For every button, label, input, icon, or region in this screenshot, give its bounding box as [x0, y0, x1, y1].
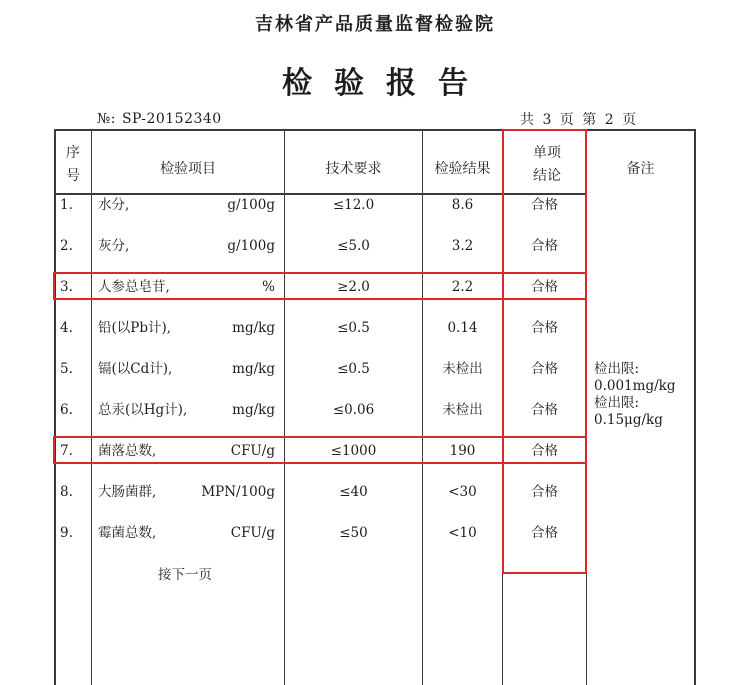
row-result: 未检出	[442, 402, 483, 418]
row-result: 0.14	[447, 320, 478, 336]
row-seq: 2.	[60, 238, 73, 254]
remark-line: 0.15μg/kg	[594, 412, 663, 428]
row-seq: 8.	[60, 484, 73, 500]
header-remark: 备注	[626, 161, 655, 177]
report-title: 检验报告	[282, 66, 490, 101]
row-conclusion: 合格	[531, 525, 558, 541]
remark-line: 检出限:	[594, 395, 640, 411]
page-info: 共 3 页 第 2 页	[520, 112, 639, 128]
highlight-conclusion-column	[502, 129, 587, 574]
row-result: 未检出	[442, 361, 483, 377]
row-item-unit: mg/kg	[232, 402, 275, 418]
header-bottom-rule	[54, 193, 586, 195]
row-conclusion: 合格	[531, 443, 558, 459]
row-item-unit: g/100g	[227, 197, 275, 213]
row-item-name: 霉菌总数,	[98, 525, 157, 541]
row-seq: 5.	[60, 361, 73, 377]
header-requirement: 技术要求	[325, 161, 382, 177]
row-conclusion: 合格	[531, 361, 558, 377]
header-seq: 序号	[66, 145, 80, 184]
row-seq: 9.	[60, 525, 73, 541]
table-top-rule	[54, 129, 695, 131]
row-requirement: ≤12.0	[332, 197, 375, 213]
header-item: 检验项目	[160, 161, 216, 177]
row-item-unit: mg/kg	[232, 320, 275, 336]
row-result: 8.6	[451, 197, 474, 213]
row-seq: 1.	[60, 197, 73, 213]
row-item-unit: CFU/g	[230, 443, 275, 459]
report-number	[97, 111, 222, 127]
remark-line: 检出限:	[594, 361, 640, 377]
row-item-name: 水分,	[98, 197, 130, 213]
row-seq: 7.	[60, 443, 73, 459]
row-result: 2.2	[451, 279, 474, 295]
row-item-unit: mg/kg	[232, 361, 275, 377]
header-conclusion: 单项结论	[533, 145, 561, 184]
row-item-unit: CFU/g	[230, 525, 275, 541]
row-requirement: ≤0.5	[337, 361, 370, 377]
report-number-value: SP-20152340	[121, 111, 222, 127]
row-requirement: ≤1000	[330, 443, 377, 459]
row-item-unit: g/100g	[227, 238, 275, 254]
table-right-rule	[694, 129, 696, 685]
row-conclusion: 合格	[531, 484, 558, 500]
report-number-label: №:	[97, 111, 116, 127]
row-item-name: 大肠菌群,	[98, 484, 157, 500]
row-item-unit: %	[262, 279, 275, 295]
row-item-name: 人参总皂苷,	[98, 279, 170, 295]
row-seq: 6.	[60, 402, 73, 418]
row-item-name: 灰分,	[98, 238, 130, 254]
row-requirement: ≤0.06	[332, 402, 375, 418]
row-item-name: 镉(以Cd计),	[98, 361, 173, 377]
row-result: <30	[448, 484, 477, 500]
row-requirement: ≤40	[339, 484, 368, 500]
row-result: <10	[448, 525, 477, 541]
row-item-name: 菌落总数,	[98, 443, 157, 459]
row-item-unit: MPN/100g	[201, 484, 275, 500]
remark-note	[594, 361, 675, 429]
row-conclusion: 合格	[531, 279, 558, 295]
col-rule-seq	[91, 129, 92, 685]
row-seq: 3.	[60, 279, 73, 295]
table-left-rule	[54, 129, 56, 685]
row-result: 3.2	[451, 238, 474, 254]
row-result: 190	[449, 443, 476, 459]
row-conclusion: 合格	[531, 320, 558, 336]
row-requirement: ≤50	[339, 525, 368, 541]
row-item-name: 总汞(以Hg计),	[98, 402, 188, 418]
row-requirement: ≥2.0	[337, 279, 370, 295]
col-rule-conclusion	[586, 129, 587, 685]
row-conclusion: 合格	[531, 197, 558, 213]
row-item-name: 铅(以Pb计),	[98, 320, 172, 336]
row-requirement: ≤0.5	[337, 320, 370, 336]
row-conclusion: 合格	[531, 402, 558, 418]
organization-name: 吉林省产品质量监督检验院	[255, 14, 495, 35]
remark-line: 0.001mg/kg	[594, 378, 676, 394]
row-requirement: ≤5.0	[337, 238, 370, 254]
row-conclusion: 合格	[531, 238, 558, 254]
header-result: 检验结果	[434, 161, 491, 177]
continued-note: 接下一页	[158, 567, 212, 583]
row-seq: 4.	[60, 320, 73, 336]
